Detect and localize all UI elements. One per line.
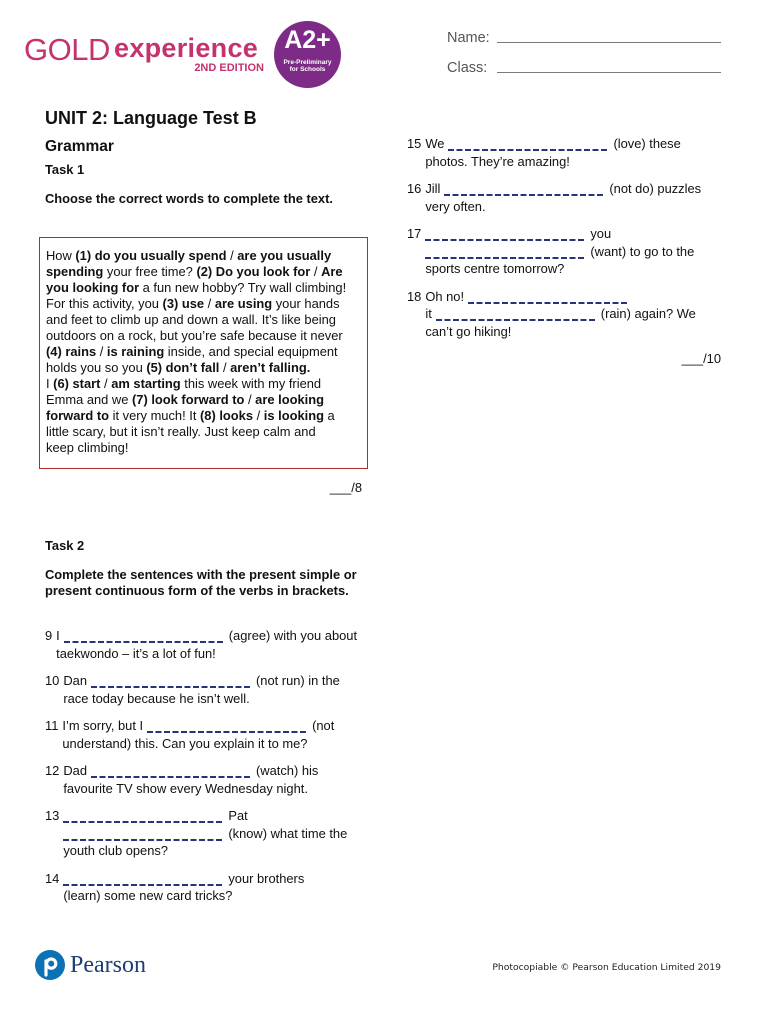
- question-line: [63, 807, 347, 825]
- question-number: 15: [407, 136, 422, 152]
- task1-heading: Task 1: [45, 161, 85, 177]
- question-line: [63, 672, 340, 690]
- passage-line: [46, 424, 367, 440]
- question-text: sports centre tomorrow?: [425, 261, 565, 277]
- answer-blank: [64, 641, 225, 643]
- question-item: [407, 225, 701, 278]
- question-item: [45, 717, 357, 752]
- answer-option-text: are you usually: [237, 247, 332, 263]
- passage-text: a fun new hobby? Try wall climbing!: [139, 279, 347, 295]
- passage-line: [46, 376, 367, 392]
- question-line: [62, 735, 334, 753]
- question-text: (not run) in the: [256, 673, 340, 689]
- answer-option-text: are looking: [255, 391, 324, 407]
- answer-option-text: (4) rains: [46, 343, 97, 359]
- question-line: [425, 198, 701, 216]
- question-line: [425, 225, 694, 243]
- passage-line: [46, 296, 367, 312]
- question-line: [425, 305, 696, 323]
- answer-option-text: (7) look forward to: [131, 391, 245, 407]
- answer-option-text: (8) looks: [200, 407, 254, 423]
- question-text: very often.: [425, 198, 486, 214]
- passage-text: and feet to climb up and down a wall. It’s like being: [46, 311, 336, 327]
- answer-blank: [63, 884, 224, 886]
- answer-blank: [147, 731, 308, 733]
- question-line: [425, 243, 694, 261]
- passage-text: /: [226, 247, 238, 263]
- name-field-line: [497, 42, 721, 43]
- answer-blank: [91, 776, 252, 778]
- badge-audience-text: for Schools: [289, 66, 326, 73]
- question-text: (agree) with you about: [228, 628, 358, 644]
- passage-text: For this activity, you: [46, 295, 163, 311]
- passage-line: [46, 408, 367, 424]
- question-text: Jill: [425, 181, 441, 197]
- passage-text: /: [219, 359, 231, 375]
- question-lines: [62, 717, 334, 752]
- passage-line: [46, 344, 367, 360]
- question-item: [407, 135, 701, 170]
- answer-blank: [425, 257, 586, 259]
- task2-score: ___/10: [681, 350, 721, 366]
- question-line: [425, 288, 696, 306]
- logo-gold-text: GOLD: [24, 32, 110, 67]
- name-label: Name:: [447, 30, 490, 46]
- logo-edition-text: 2ND EDITION: [194, 62, 264, 74]
- answer-option-text: is raining: [106, 343, 165, 359]
- question-lines: [425, 180, 701, 215]
- answer-option-text: is looking: [263, 407, 324, 423]
- passage-text: inside, and special equipment: [164, 343, 338, 359]
- question-number: 9: [45, 628, 53, 644]
- question-line: [63, 825, 347, 843]
- task2-heading: Task 2: [45, 537, 85, 553]
- question-line: [425, 180, 701, 198]
- question-line: [62, 717, 334, 735]
- passage-line: [46, 264, 367, 280]
- question-line: [63, 887, 304, 905]
- question-line: [63, 690, 340, 708]
- question-lines: [56, 627, 357, 662]
- question-text: race today because he isn’t well.: [63, 690, 250, 706]
- level-badge: [274, 21, 341, 88]
- badge-level-text: A2+: [284, 26, 331, 54]
- passage-text: your free time?: [103, 263, 197, 279]
- passage-text: little scary, but it isn’t really. Just keep calm and: [46, 423, 316, 439]
- answer-blank: [91, 686, 252, 688]
- passage-text: this week with my friend: [180, 375, 322, 391]
- passage-line: [46, 392, 367, 408]
- class-label: Class:: [447, 60, 488, 76]
- question-text: (know) what time the: [228, 825, 348, 841]
- pearson-wordmark: Pearson: [70, 952, 146, 978]
- question-line: [63, 870, 304, 888]
- answer-option-text: (5) don’t fall: [146, 359, 220, 375]
- question-line: [425, 153, 680, 171]
- question-text: Dad: [63, 763, 87, 779]
- question-line: [63, 780, 318, 798]
- question-text: (not do) puzzles: [609, 181, 702, 197]
- passage-text: /: [204, 295, 215, 311]
- passage-text: your hands: [272, 295, 340, 311]
- answer-option-text: (1) do you usually spend: [75, 247, 227, 263]
- section-heading: Grammar: [45, 138, 114, 155]
- question-line: [63, 842, 347, 860]
- logo-experience-text: experience: [114, 33, 259, 63]
- question-text: favourite TV show every Wednesday night.: [63, 780, 308, 796]
- question-number: 10: [45, 673, 60, 689]
- passage-line: [46, 328, 367, 344]
- passage-line: [46, 440, 367, 456]
- passage-text: Emma and we: [46, 391, 132, 407]
- question-lines: [425, 288, 696, 341]
- question-lines: [63, 672, 340, 707]
- passage-text: it very much! It: [109, 407, 201, 423]
- answer-option-text: aren’t falling.: [230, 359, 311, 375]
- answer-blank: [436, 319, 597, 321]
- question-line: [425, 323, 696, 341]
- question-text: We: [425, 136, 445, 152]
- answer-blank: [63, 839, 224, 841]
- question-text: Oh no!: [425, 288, 465, 304]
- question-item: [407, 288, 701, 341]
- passage-text: keep climbing!: [46, 439, 129, 455]
- question-lines: [425, 225, 694, 278]
- passage-text: holds you so you: [46, 359, 147, 375]
- question-item: [407, 180, 701, 215]
- question-text: I: [56, 628, 60, 644]
- passage-text: How: [46, 247, 76, 263]
- answer-option-text: spending: [46, 263, 104, 279]
- answer-blank: [448, 149, 609, 151]
- passage-line: [46, 248, 367, 264]
- task2-instruction: Complete the sentences with the present simple or present continuous form of the verbs in brackets.: [45, 567, 357, 598]
- question-number: 11: [45, 718, 59, 734]
- answer-blank: [63, 821, 224, 823]
- question-text: photos. They’re amazing!: [425, 153, 570, 169]
- question-line: [425, 135, 680, 153]
- question-number: 17: [407, 226, 422, 242]
- passage-text: /: [96, 343, 107, 359]
- answer-option-text: (3) use: [162, 295, 205, 311]
- passage-text: /: [100, 375, 112, 391]
- passage-text: a: [323, 407, 335, 423]
- task1-text: [46, 248, 367, 456]
- passage-text: /: [310, 263, 322, 279]
- passage-line: [46, 360, 367, 376]
- question-text: (love) these: [613, 136, 681, 152]
- question-text: I’m sorry, but I: [62, 718, 144, 734]
- question-number: 14: [45, 870, 60, 886]
- question-text: Dan: [63, 673, 87, 689]
- question-item: [45, 870, 357, 905]
- question-text: (learn) some new card tricks?: [63, 888, 233, 904]
- question-line: [56, 645, 357, 663]
- question-line: [63, 762, 318, 780]
- task1-passage-box: [39, 237, 368, 469]
- copyright-notice: Photocopiable © Pearson Education Limited 2019: [492, 962, 721, 973]
- question-item: [45, 762, 357, 797]
- page-title: UNIT 2: Language Test B: [45, 108, 257, 128]
- passage-text: outdoors on a rock, but you’re safe because it never: [46, 327, 343, 343]
- question-text: Pat: [228, 808, 248, 824]
- question-text: (rain) again? We: [600, 306, 696, 322]
- question-text: you: [590, 226, 612, 242]
- class-field-line: [497, 72, 721, 73]
- answer-blank: [425, 239, 586, 241]
- answer-option-text: forward to: [46, 407, 110, 423]
- answer-option-text: (2) Do you look for: [196, 263, 311, 279]
- question-item: [45, 672, 357, 707]
- question-text: taekwondo – it’s a lot of fun!: [56, 645, 216, 661]
- question-text: can’t go hiking!: [425, 323, 512, 339]
- task1-instruction: Choose the correct words to complete the text.: [45, 190, 333, 206]
- pearson-logo-icon: [35, 950, 65, 980]
- question-text: youth club opens?: [63, 843, 168, 859]
- question-line: [425, 260, 694, 278]
- question-text: it: [425, 306, 432, 322]
- badge-exam-text: Pre-Preliminary: [283, 59, 332, 66]
- question-text: (not: [312, 718, 335, 734]
- question-number: 12: [45, 763, 60, 779]
- task1-score: ___/8: [329, 479, 362, 495]
- passage-text: /: [244, 391, 256, 407]
- question-text: your brothers: [228, 870, 305, 886]
- question-text: (want) to go to the: [590, 243, 695, 259]
- question-item: [45, 807, 357, 860]
- task2-questions-right: [407, 135, 701, 350]
- question-text: understand) this. Can you explain it to me?: [62, 735, 308, 751]
- answer-option-text: are using: [214, 295, 273, 311]
- question-number: 13: [45, 808, 60, 824]
- answer-option-text: (6) start: [53, 375, 101, 391]
- answer-option-text: you looking for: [46, 279, 140, 295]
- task2-questions-left: [45, 627, 357, 915]
- answer-option-text: Are: [321, 263, 343, 279]
- question-number: 18: [407, 288, 422, 304]
- question-lines: [425, 135, 680, 170]
- answer-blank: [468, 302, 629, 304]
- passage-line: [46, 312, 367, 328]
- passage-text: I: [46, 375, 54, 391]
- passage-line: [46, 280, 367, 296]
- question-item: [45, 627, 357, 662]
- question-line: [56, 627, 357, 645]
- passage-text: /: [253, 407, 264, 423]
- answer-option-text: am starting: [111, 375, 181, 391]
- question-number: 16: [407, 181, 422, 197]
- answer-blank: [444, 194, 605, 196]
- question-lines: [63, 870, 304, 905]
- question-lines: [63, 807, 347, 860]
- question-lines: [63, 762, 318, 797]
- question-text: (watch) his: [256, 763, 319, 779]
